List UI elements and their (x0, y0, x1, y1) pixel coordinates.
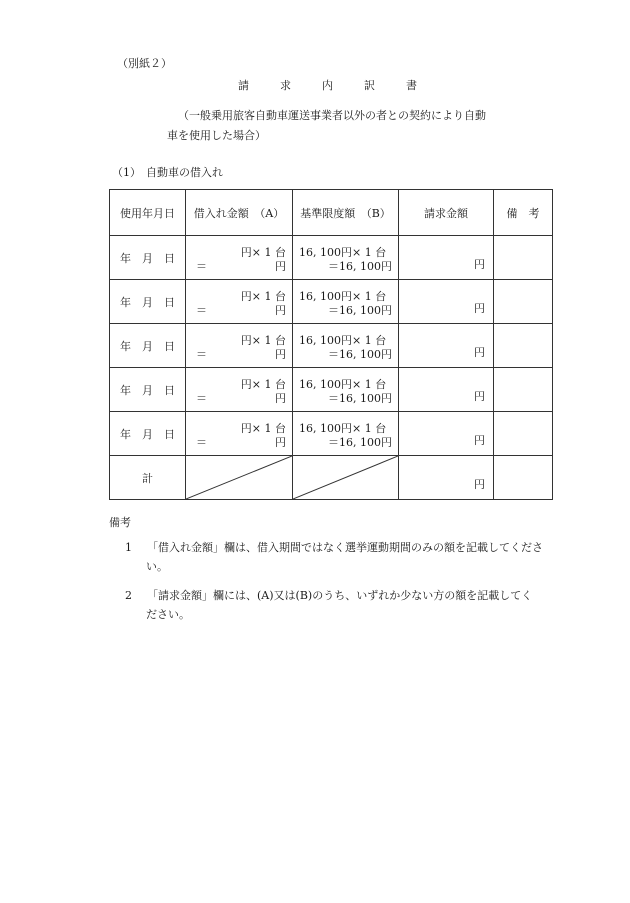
note-item (125, 539, 543, 555)
title-char: 内 (322, 79, 333, 92)
subtitle-line-1: （一般乗用旅客自動車運送事業者以外の者との契約により自動 (178, 109, 486, 122)
claim-yen: 円 (474, 434, 485, 447)
limit-formula: 16, 100円× 1 台 (299, 290, 387, 303)
amount-equals: ＝ (196, 260, 207, 273)
total-row (110, 456, 553, 500)
date-cell[interactable]: 年 月 日 (110, 280, 186, 324)
limit-formula: 16, 100円× 1 台 (299, 334, 387, 347)
diagonal-slash-cell (293, 456, 399, 500)
limit-cell (293, 236, 399, 280)
claim-cell[interactable] (399, 280, 494, 324)
note-number: 2 (125, 589, 132, 602)
section-number: （1） (112, 166, 141, 179)
title-char: 求 (280, 79, 291, 92)
note-text: 「請求金額」欄には、(A)又は(B)のうち、いずれか少ない方の額を記載してく (147, 589, 533, 602)
limit-cell (293, 368, 399, 412)
claim-cell[interactable] (399, 324, 494, 368)
notes-heading: 備考 (109, 516, 131, 529)
header-amount: 借入れ金額 （A） (186, 190, 293, 236)
note-item (125, 587, 532, 603)
table-header-row (110, 190, 553, 236)
sheet-label: （別紙２） (117, 57, 172, 70)
limit-result: ＝16, 100円 (328, 348, 392, 361)
note-text-continued: い。 (146, 560, 168, 573)
amount-cell[interactable] (186, 280, 293, 324)
remarks-cell[interactable] (494, 236, 553, 280)
limit-result: ＝16, 100円 (328, 436, 392, 449)
amount-cell[interactable] (186, 324, 293, 368)
header-limit: 基準限度額 （B） (293, 190, 399, 236)
table-row (110, 236, 553, 280)
amount-yen: 円 (275, 392, 286, 405)
note-number: 1 (125, 541, 132, 554)
total-claim-cell[interactable] (399, 456, 494, 500)
note-text-continued: ださい。 (146, 608, 190, 621)
limit-formula: 16, 100円× 1 台 (299, 422, 387, 435)
title-char: 書 (406, 79, 417, 92)
limit-cell (293, 324, 399, 368)
claim-cell[interactable] (399, 236, 494, 280)
table-row (110, 368, 553, 412)
remarks-cell[interactable] (494, 368, 553, 412)
diagonal-line (293, 456, 398, 499)
table-row (110, 280, 553, 324)
limit-result: ＝16, 100円 (328, 304, 392, 317)
amount-formula: 円× 1 台 (240, 334, 286, 347)
header-date: 使用年月日 (110, 190, 186, 236)
remarks-cell[interactable] (494, 456, 553, 500)
amount-formula: 円× 1 台 (240, 378, 286, 391)
limit-result: ＝16, 100円 (328, 260, 392, 273)
claim-cell[interactable] (399, 412, 494, 456)
amount-formula: 円× 1 台 (240, 422, 286, 435)
remarks-cell[interactable] (494, 280, 553, 324)
date-cell[interactable]: 年 月 日 (110, 412, 186, 456)
header-remarks: 備 考 (494, 190, 553, 236)
amount-yen: 円 (275, 436, 286, 449)
claim-yen: 円 (474, 390, 485, 403)
diagonal-line (186, 456, 292, 499)
diagonal-slash-cell (186, 456, 293, 500)
section-heading (112, 164, 223, 180)
limit-formula: 16, 100円× 1 台 (299, 378, 387, 391)
subtitle-line-2: 車を使用した場合） (167, 129, 266, 142)
billing-table (109, 189, 553, 500)
amount-cell[interactable] (186, 368, 293, 412)
amount-cell[interactable] (186, 412, 293, 456)
amount-equals: ＝ (196, 392, 207, 405)
table-row (110, 324, 553, 368)
section-title: 自動車の借入れ (146, 166, 223, 179)
header-claim: 請求金額 (399, 190, 494, 236)
date-cell[interactable]: 年 月 日 (110, 324, 186, 368)
limit-cell (293, 412, 399, 456)
amount-yen: 円 (275, 304, 286, 317)
remarks-cell[interactable] (494, 412, 553, 456)
amount-cell[interactable] (186, 236, 293, 280)
title-char: 請 (238, 79, 249, 92)
amount-equals: ＝ (196, 436, 207, 449)
amount-formula: 円× 1 台 (240, 246, 286, 259)
amount-formula: 円× 1 台 (240, 290, 286, 303)
limit-formula: 16, 100円× 1 台 (299, 246, 387, 259)
amount-equals: ＝ (196, 348, 207, 361)
table-row (110, 412, 553, 456)
claim-cell[interactable] (399, 368, 494, 412)
limit-result: ＝16, 100円 (328, 392, 392, 405)
claim-yen: 円 (474, 302, 485, 315)
date-cell[interactable]: 年 月 日 (110, 236, 186, 280)
claim-yen: 円 (474, 478, 485, 491)
date-cell[interactable]: 年 月 日 (110, 368, 186, 412)
note-text: 「借入れ金額」欄は、借入期間ではなく選挙運動期間のみの額を記載してくださ (147, 541, 543, 554)
remarks-cell[interactable] (494, 324, 553, 368)
document-title (238, 77, 448, 93)
amount-equals: ＝ (196, 304, 207, 317)
claim-yen: 円 (474, 258, 485, 271)
total-label: 計 (110, 456, 186, 500)
limit-cell (293, 280, 399, 324)
amount-yen: 円 (275, 260, 286, 273)
claim-yen: 円 (474, 346, 485, 359)
amount-yen: 円 (275, 348, 286, 361)
title-char: 訳 (364, 79, 375, 92)
